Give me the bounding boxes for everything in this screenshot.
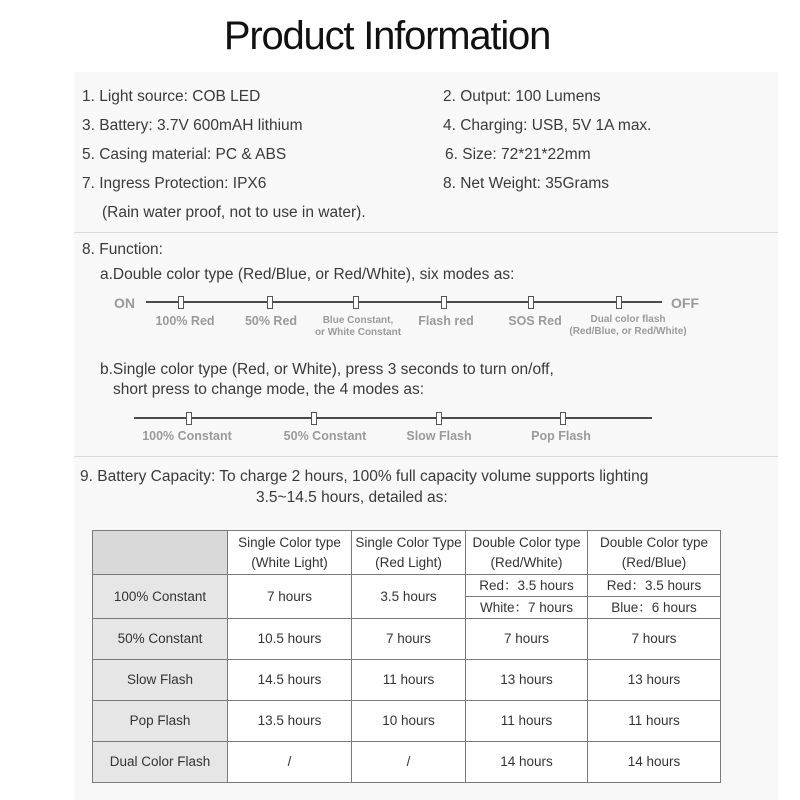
mode-tick <box>616 296 622 309</box>
table-cell: 7 hours <box>352 619 466 660</box>
mode-label-sos-red: SOS Red <box>508 314 562 328</box>
mode-label-line: Dual color flash <box>590 314 666 325</box>
on-label: ON <box>114 295 135 311</box>
table-cell: 10.5 hours <box>228 619 352 660</box>
spec-size: 6. Size: 72*21*22mm <box>445 146 591 163</box>
table-cell: 14 hours <box>466 742 588 783</box>
section-divider <box>74 456 778 457</box>
spec-battery: 3. Battery: 3.7V 600mAH lithium <box>82 117 303 134</box>
column-header-line: Single Color Type <box>355 534 462 550</box>
mode-label-pop-flash: Pop Flash <box>531 429 591 443</box>
table-row <box>93 619 721 660</box>
table-cell: 3.5 hours <box>352 575 466 619</box>
spec-output: 2. Output: 100 Lumens <box>443 88 601 105</box>
table-cell: 11 hours <box>352 660 466 701</box>
mode-label-dual-color-flash <box>569 314 686 338</box>
table-cell: Red：3.5 hours <box>466 575 588 597</box>
mode-label-flash-red: Flash red <box>418 314 474 328</box>
single-type-desc-1: b.Single color type (Red, or White), press 3 seconds to turn on/off, <box>100 361 554 378</box>
spec-charging: 4. Charging: USB, 5V 1A max. <box>443 117 652 134</box>
double-mode-line <box>146 301 662 303</box>
row-header: Pop Flash <box>93 701 228 742</box>
mode-tick <box>436 412 442 425</box>
table-cell: / <box>352 742 466 783</box>
double-type-desc: a.Double color type (Red/Blue, or Red/White), six modes as: <box>100 266 515 283</box>
mode-label-50-red: 50% Red <box>244 314 298 328</box>
table-cell: 7 hours <box>228 575 352 619</box>
mode-tick <box>560 412 566 425</box>
mode-tick <box>528 296 534 309</box>
mode-label-slow-flash: Slow Flash <box>406 429 472 443</box>
row-header: Slow Flash <box>93 660 228 701</box>
battery-capacity-line-1: 9. Battery Capacity: To charge 2 hours, 100% full capacity volume supports lighting <box>80 468 649 485</box>
mode-label-line: or White Constant <box>314 327 402 338</box>
mode-label-line: Blue Constant, <box>322 315 394 326</box>
column-header <box>228 531 352 575</box>
page-title: Product Information <box>223 14 551 58</box>
column-header-line: Single Color type <box>238 534 341 550</box>
mode-tick <box>353 296 359 309</box>
spec-casing: 5. Casing material: PC & ABS <box>82 146 287 163</box>
table-row <box>93 575 721 597</box>
table-cell: 14.5 hours <box>228 660 352 701</box>
table-cell: / <box>228 742 352 783</box>
mode-tick <box>267 296 273 309</box>
mode-label-50-constant: 50% Constant <box>283 429 367 443</box>
spec-ingress: 7. Ingress Protection: IPX6 <box>82 175 267 192</box>
function-heading: 8. Function: <box>82 241 163 258</box>
spec-weight: 8. Net Weight: 35Grams <box>443 175 609 192</box>
spec-light-source: 1. Light source: COB LED <box>82 88 261 105</box>
table-cell: 14 hours <box>588 742 721 783</box>
column-header <box>466 531 588 575</box>
table-cell: 13 hours <box>588 660 721 701</box>
table-header-row <box>93 531 721 575</box>
table-cell: 13.5 hours <box>228 701 352 742</box>
table-cell: 7 hours <box>588 619 721 660</box>
column-header-line: (Red/Blue) <box>621 554 687 570</box>
column-header-line: Double Color type <box>472 534 581 550</box>
column-header-line: Double Color type <box>599 534 709 550</box>
row-header: 100% Constant <box>93 575 228 619</box>
table-cell: 13 hours <box>466 660 588 701</box>
mode-label-line: (Red/Blue, or Red/White) <box>569 326 687 337</box>
column-header-line: (White Light) <box>251 554 328 570</box>
row-header: 50% Constant <box>93 619 228 660</box>
mode-tick <box>311 412 317 425</box>
column-header-line: (Red/White) <box>490 554 563 570</box>
mode-tick <box>178 296 184 309</box>
single-mode-line <box>134 417 652 419</box>
table-row <box>93 742 721 783</box>
table-cell: 11 hours <box>588 701 721 742</box>
table-cell: Red：3.5 hours <box>588 575 721 597</box>
table-cell: 11 hours <box>466 701 588 742</box>
single-type-desc-2: short press to change mode, the 4 modes as: <box>113 381 425 398</box>
table-cell: 7 hours <box>466 619 588 660</box>
table-cell: 10 hours <box>352 701 466 742</box>
off-label: OFF <box>671 295 699 311</box>
table-cell: White：7 hours <box>466 597 588 619</box>
mode-tick <box>441 296 447 309</box>
battery-capacity-table <box>92 530 721 783</box>
battery-capacity-line-2: 3.5~14.5 hours, detailed as: <box>256 489 448 506</box>
column-header <box>588 531 721 575</box>
table-row <box>93 701 721 742</box>
mode-tick <box>186 412 192 425</box>
table-corner-cell <box>93 531 228 575</box>
section-divider <box>74 232 778 233</box>
table-row <box>93 660 721 701</box>
spec-ingress-note: (Rain water proof, not to use in water). <box>102 204 366 221</box>
table-cell: Blue：6 hours <box>588 597 721 619</box>
column-header <box>352 531 466 575</box>
mode-label-100-red: 100% Red <box>155 314 215 328</box>
mode-label-blue-constant <box>315 315 401 339</box>
column-header-line: (Red Light) <box>375 554 442 570</box>
mode-label-100-constant: 100% Constant <box>142 429 232 443</box>
row-header: Dual Color Flash <box>93 742 228 783</box>
